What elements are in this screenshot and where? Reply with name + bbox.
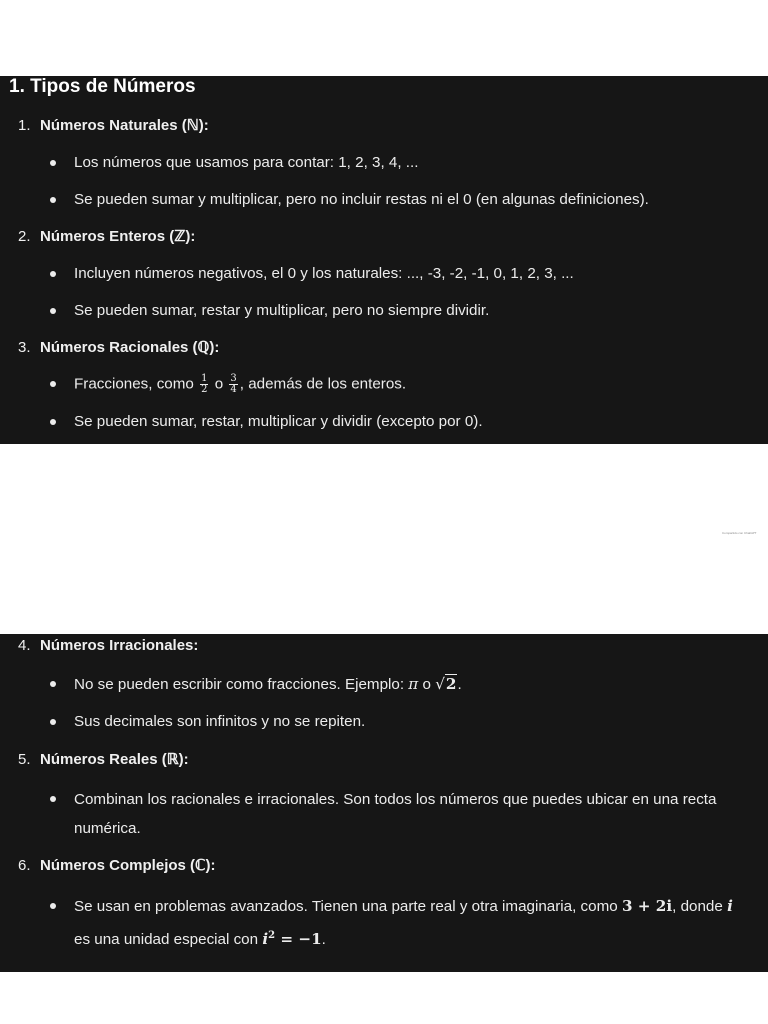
- bullet-item: [50, 264, 734, 284]
- text-fragment: No se pueden escribir como fracciones. Ejemplo:: [74, 676, 405, 693]
- bullet-text: [74, 374, 734, 395]
- item-heading: Números Reales (ℝ):: [40, 751, 189, 768]
- bullet-item: [50, 712, 734, 732]
- bullet-item: [50, 674, 734, 695]
- content-panel-bottom: [0, 634, 768, 972]
- bullet-item: [50, 301, 734, 321]
- bullet-dot: [50, 719, 56, 725]
- radicand: 2: [445, 675, 457, 693]
- bullet-item: [50, 785, 734, 843]
- text-fragment: o: [422, 676, 431, 693]
- list-item-racionales: [18, 338, 219, 358]
- item-number: 2.: [18, 228, 31, 245]
- bullet-dot: [50, 160, 56, 166]
- bullet-text: [74, 674, 734, 695]
- bullet-item: [50, 190, 734, 210]
- numerator: 1: [201, 373, 208, 384]
- bullet-dot: [50, 419, 56, 425]
- item-number: 5.: [18, 751, 31, 768]
- pi-symbol: π: [408, 675, 419, 693]
- bullet-dot: [50, 308, 56, 314]
- item-heading: Números Enteros (ℤ):: [40, 228, 196, 245]
- bullet-text: Los números que usamos para contar: 1, 2, 3, 4, ...: [74, 154, 419, 171]
- item-heading: Números Racionales (ℚ):: [40, 339, 220, 356]
- list-item-complejos: [18, 856, 216, 876]
- bullet-text: Se pueden sumar y multiplicar, pero no incluir restas ni el 0 (en algunas definiciones).: [74, 191, 649, 208]
- equation-base: i: [262, 930, 269, 949]
- text-fragment: , donde: [672, 898, 723, 915]
- bullet-dot: [50, 681, 56, 687]
- text-fragment: Se usan en problemas avanzados. Tienen una parte real y otra imaginaria, como: [74, 898, 618, 915]
- item-number: 6.: [18, 857, 31, 874]
- bullet-text: [74, 892, 734, 954]
- item-heading: Números Irracionales:: [40, 637, 199, 654]
- bullet-text: Combinan los racionales e irracionales. Son todos los números que puedes ubicar en una recta numérica.: [74, 791, 717, 837]
- complex-expression: 3 + 2i: [621, 897, 673, 915]
- bullet-item: [50, 153, 734, 173]
- list-item-irracionales: [18, 636, 198, 656]
- item-heading: Números Naturales (ℕ):: [40, 117, 209, 134]
- item-number: 1.: [18, 117, 31, 134]
- list-item-enteros: [18, 227, 195, 247]
- item-heading: Números Complejos (ℂ):: [40, 857, 216, 874]
- list-item-naturales: [18, 116, 209, 136]
- bullet-item: [50, 892, 734, 954]
- text-fragment: o: [214, 375, 224, 393]
- item-number: 4.: [18, 637, 31, 654]
- section-title: 1. Tipos de Números: [9, 76, 196, 97]
- bullet-dot: [50, 796, 56, 802]
- list-item-reales: [18, 750, 189, 770]
- bullet-dot: [50, 197, 56, 203]
- text-fragment: , además de los enteros.: [239, 375, 407, 393]
- bullet-text: Sus decimales son infinitos y no se repiten.: [74, 713, 366, 730]
- text-fragment: es una unidad especial con: [74, 931, 259, 949]
- bullet-dot: [50, 903, 56, 909]
- equation-exponent: 2: [268, 930, 276, 941]
- denominator: 2: [201, 384, 208, 395]
- square-root-two: [435, 674, 457, 693]
- text-fragment: .: [457, 676, 462, 693]
- numerator: 3: [230, 373, 237, 384]
- equation-rest: = −1: [275, 930, 322, 949]
- bullet-item: [50, 374, 734, 395]
- fraction-three-quarters: [229, 374, 237, 395]
- item-number: 3.: [18, 339, 31, 356]
- bullet-item: [50, 412, 734, 432]
- bullet-dot: [50, 271, 56, 277]
- watermark-caption: Compartido con ChatGPT: [722, 531, 757, 535]
- bullet-text: Se pueden sumar, restar, multiplicar y dividir (excepto por 0).: [74, 413, 483, 430]
- bullet-dot: [50, 381, 56, 387]
- denominator: 4: [230, 384, 237, 395]
- text-fragment: .: [321, 931, 326, 949]
- text-fragment: Fracciones, como: [74, 375, 194, 393]
- content-panel-top: [0, 76, 768, 444]
- radical-sign: √: [435, 675, 445, 693]
- bullet-text: Se pueden sumar, restar y multiplicar, pero no siempre dividir.: [74, 302, 490, 319]
- fraction-one-half: [200, 374, 208, 395]
- bullet-text: Incluyen números negativos, el 0 y los naturales: ..., -3, -2, -1, 0, 1, 2, 3, ...: [74, 265, 574, 282]
- equation: [262, 930, 321, 948]
- imaginary-unit: i: [727, 897, 733, 915]
